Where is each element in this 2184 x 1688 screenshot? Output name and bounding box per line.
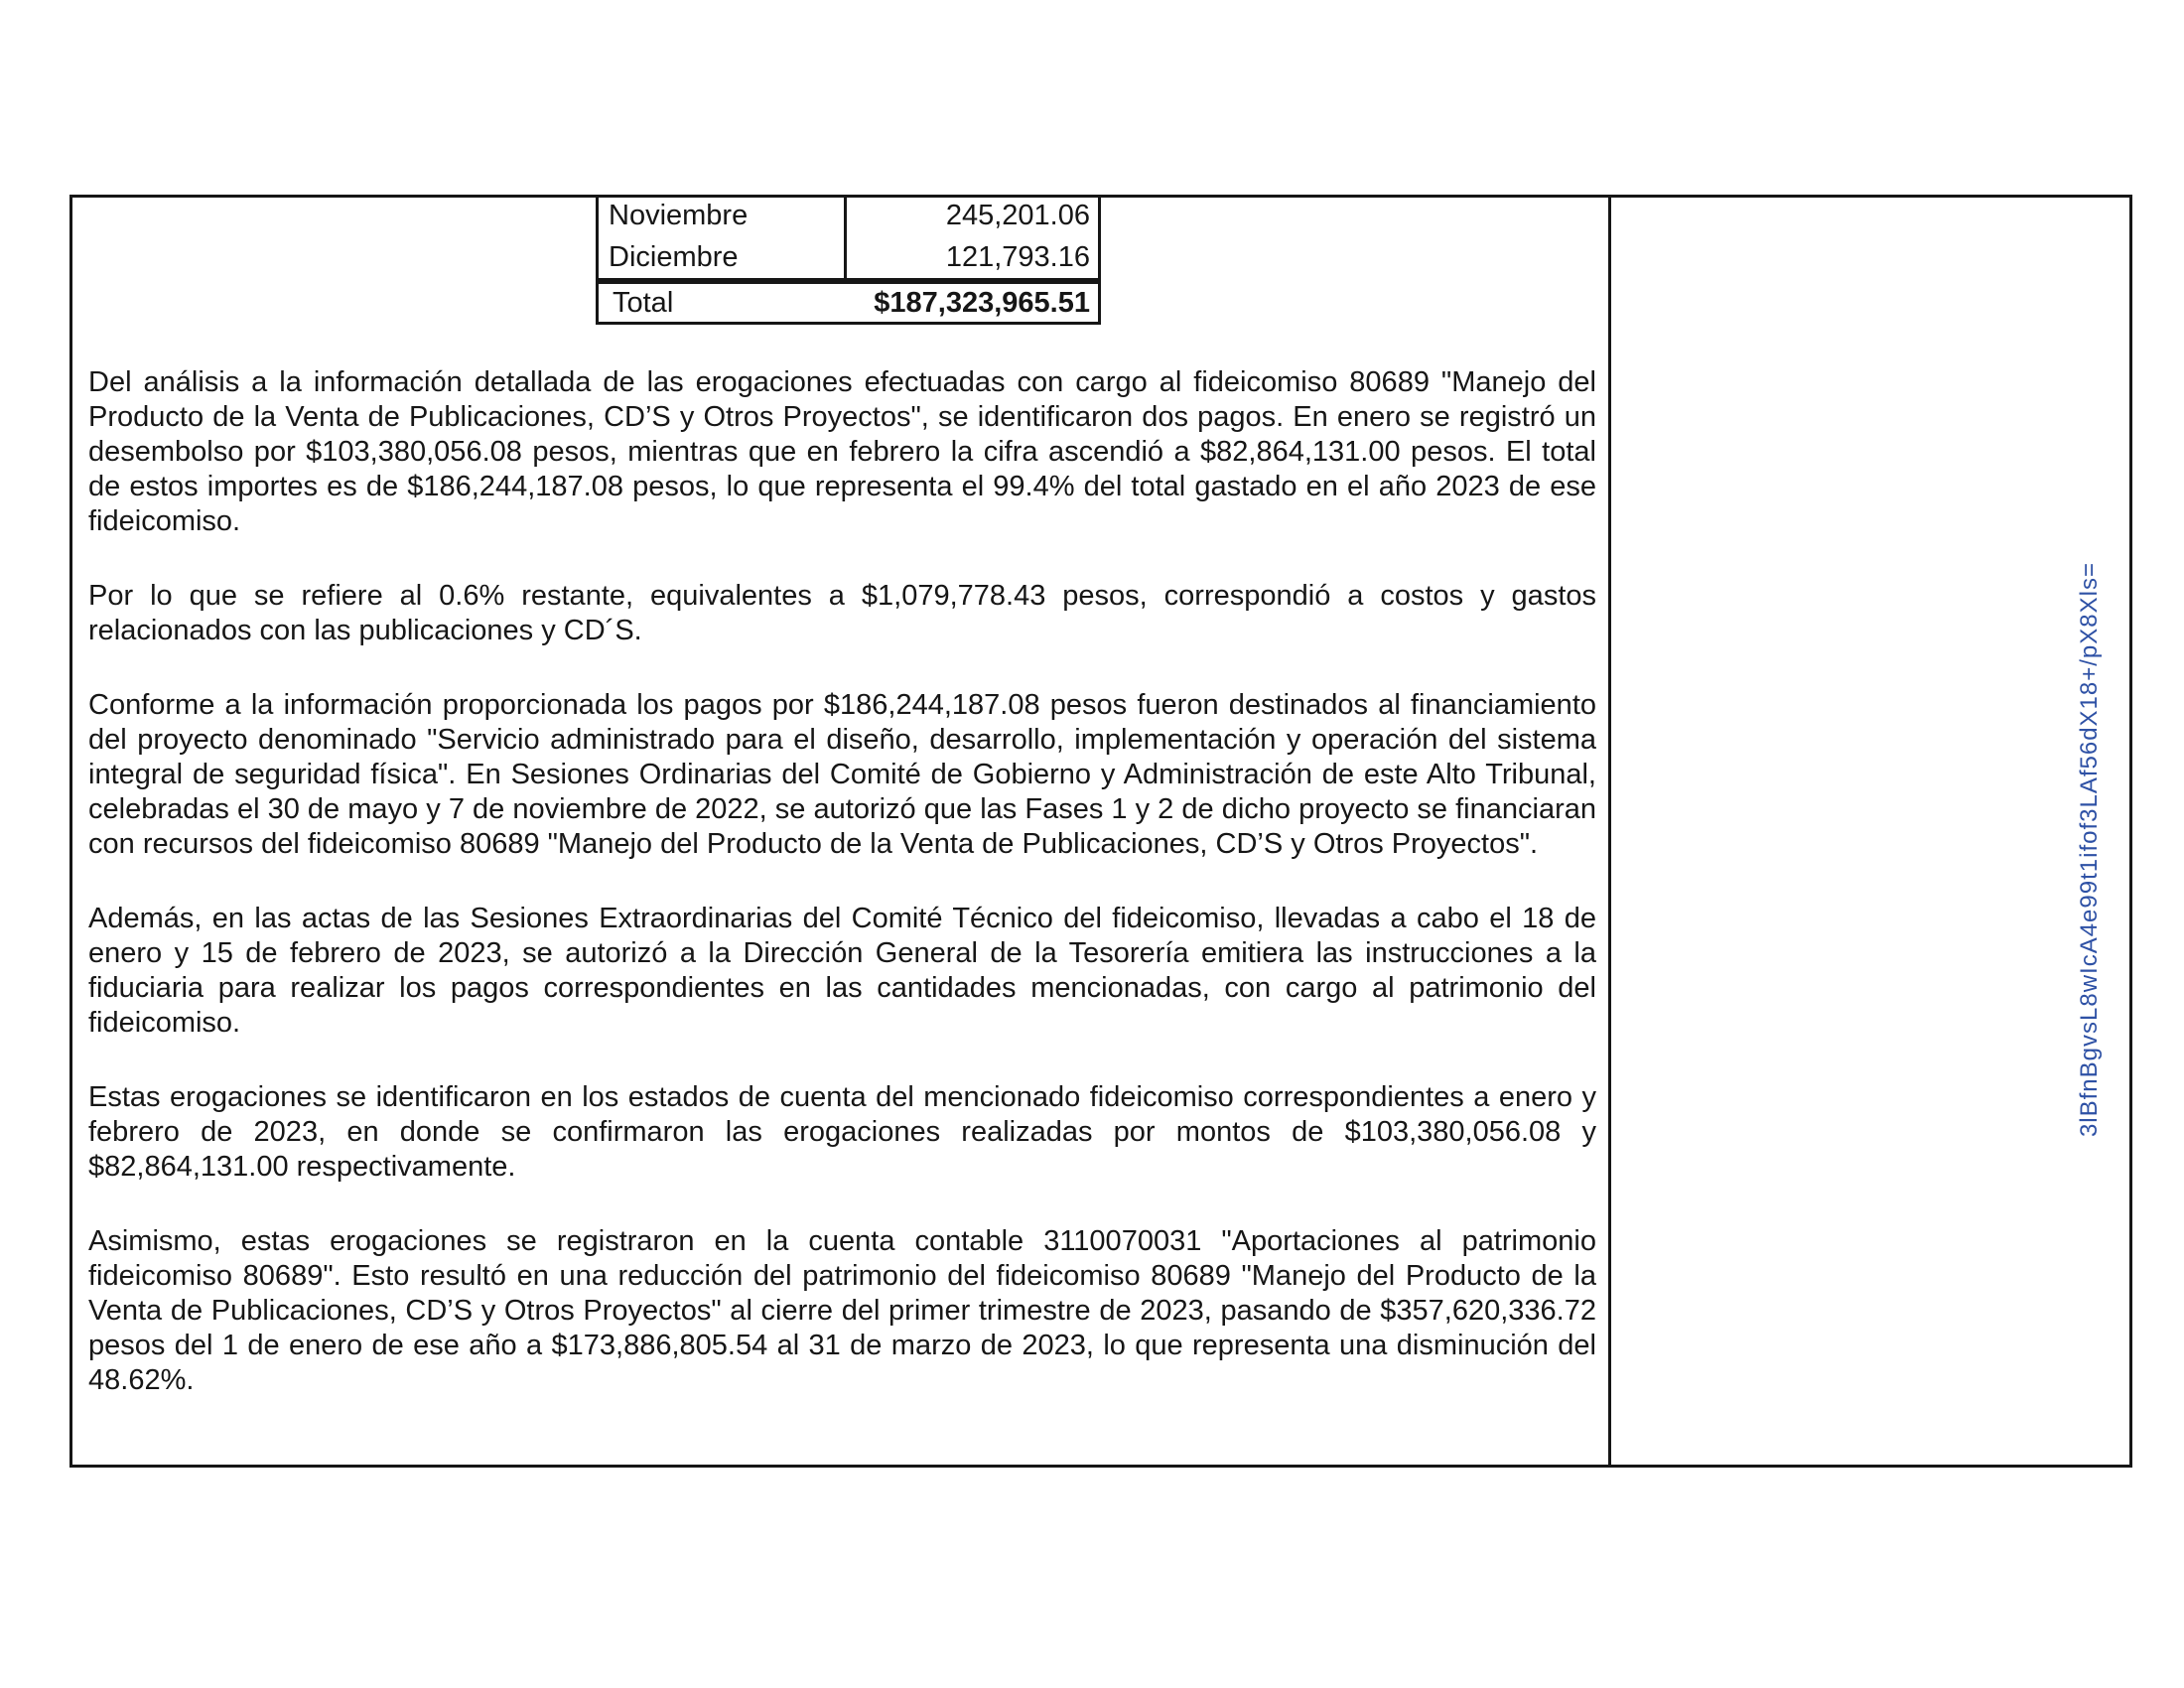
body-paragraph: Además, en las actas de las Sesiones Extraordinarias del Comité Técnico del fideicomiso, llevadas a cabo el 18 de enero y 15 de febrero de 2023, se autorizó a la Dirección General de la Tesorería emitiera las instrucciones a la fiduciaria para realizar los pagos correspondientes en las cantidades mencionadas, con cargo al patrimonio del fideicomiso. <box>88 903 1596 1039</box>
body-text <box>72 198 1608 1398</box>
total-label: Total <box>613 286 674 319</box>
body-paragraph: Conforme a la información proporcionada los pagos por $186,244,187.08 pesos fueron destinados al financiamiento del proyecto denominado "Servicio administrado para el diseño, desarrollo, implementación y operación del sistema integral de seguridad física". En Sesiones Ordinarias del Comité de Gobierno y Administración de este Alto Tribunal, celebradas el 30 de mayo y 7 de noviembre de 2022, se autorizó que las Fases 1 y 2 de dicho proyecto se financiaran con recursos del fideicomiso 80689 "Manejo del Producto de la Venta de Publicaciones, CD’S y Otros Proyectos". <box>88 689 1596 860</box>
table-total-row <box>596 281 1101 325</box>
text-cell <box>72 198 1608 1465</box>
body-paragraph: Asimismo, estas erogaciones se registraron en la cuenta contable 3110070031 "Aportaciones al patrimonio fideicomiso 80689". Esto resultó en una reducción del patrimonio del fideicomiso 80689 "Manejo del Producto de la Venta de Publicaciones, CD’S y Otros Proyectos" al cierre del primer trimestre de 2023, pasando de $357,620,336.72 pesos del 1 de enero de ese año a $173,886,805.54 al 31 de marzo de 2023, lo que representa una disminución del 48.62%. <box>88 1225 1596 1396</box>
content-table <box>69 195 2132 1468</box>
total-amount: $187,323,965.51 <box>874 286 1090 319</box>
empty-cell <box>1611 198 2129 1465</box>
amount-cell: 121,793.16 <box>844 236 1098 278</box>
body-paragraph: Por lo que se refiere al 0.6% restante, equivalentes a $1,079,778.43 pesos, correspondió a costos y gastos relacionados con las publicaciones y CD´S. <box>88 580 1596 646</box>
amounts-table <box>596 198 1101 325</box>
month-cell: Noviembre <box>609 199 749 231</box>
body-paragraph: Estas erogaciones se identificaron en los estados de cuenta del mencionado fideicomiso correspondientes a enero y febrero de 2023, en donde se confirmaron las erogaciones realizadas por montos de $103,380,056.08 y $82,864,131.00 respectivamente. <box>88 1081 1596 1183</box>
vertical-code-text: 3lBfnBgvsL8wIcA4e99t1ifof3LAf56dX18+/pX8Xls= <box>2076 562 2103 1138</box>
body-paragraph: Del análisis a la información detallada de las erogaciones efectuadas con cargo al fideicomiso 80689 "Manejo del Producto de la Venta de Publicaciones, CD’S y Otros Proyectos", se identificaron dos pagos. En enero se registró un desembolso por $103,380,056.08 pesos, mientras que en febrero la cifra ascendió a $82,864,131.00 pesos. El total de estos importes es de $186,244,187.08 pesos, lo que representa el 99.4% del total gastado en el año 2023 de ese fideicomiso. <box>88 366 1596 537</box>
table-row <box>599 236 1098 278</box>
table-row <box>599 198 1098 236</box>
month-cell: Diciembre <box>609 240 739 273</box>
amount-cell: 245,201.06 <box>844 198 1098 236</box>
amounts-table-body <box>596 198 1101 281</box>
